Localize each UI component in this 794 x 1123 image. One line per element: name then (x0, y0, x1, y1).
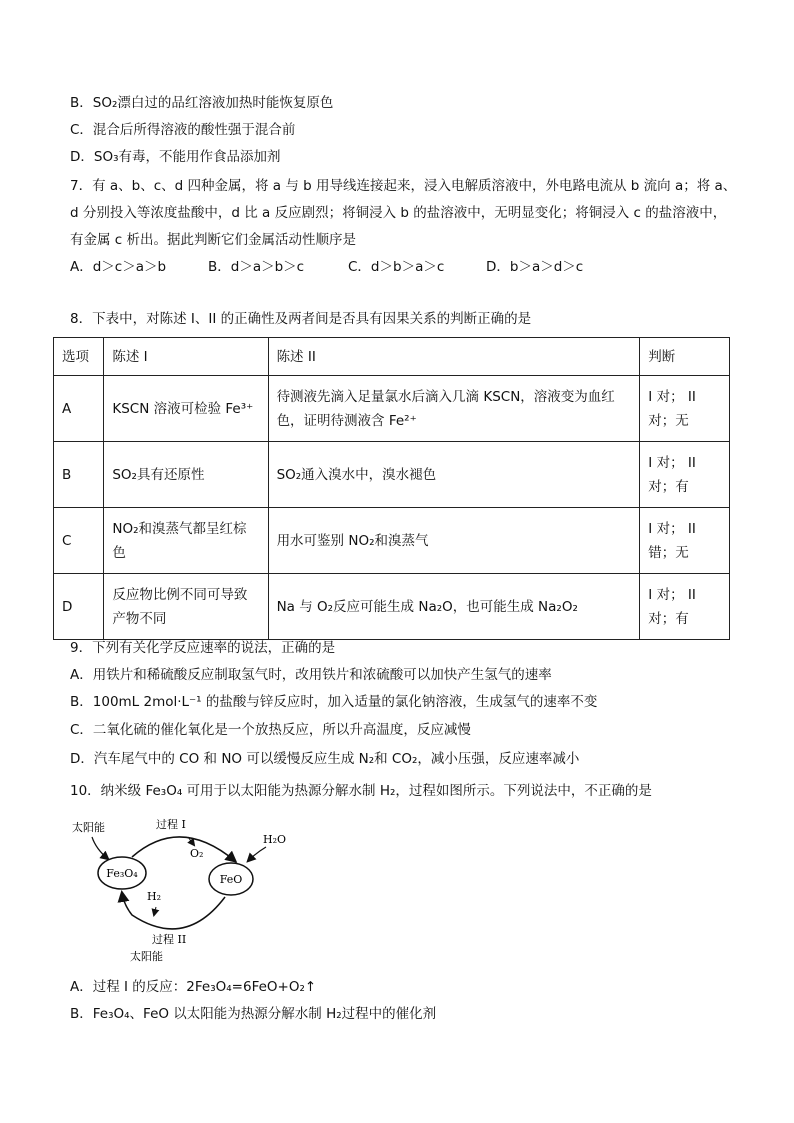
cell-statement-2: Na 与 O₂反应可能生成 Na₂O，也可能生成 Na₂O₂ (268, 574, 640, 640)
cell-statement-1: KSCN 溶液可检验 Fe³⁺ (104, 376, 268, 442)
q10-option-a: A．过程 I 的反应：2Fe₃O₄=6FeO+O₂↑ (70, 979, 317, 995)
q7-option-c: C．d＞b＞a＞c (348, 259, 445, 275)
q7-option-d: D．b＞a＞d＞c (486, 259, 584, 275)
header-judge: 判断 (640, 338, 730, 376)
cell-option: D (54, 574, 104, 640)
h2-arrow (154, 907, 156, 915)
process1-arrow (132, 837, 235, 861)
h2o-label: H₂O (263, 833, 287, 846)
q6-option-d: D．SO₃有毒，不能用作食品添加剂 (70, 149, 281, 165)
cell-judge: I 对； II 错；无 (640, 508, 730, 574)
process1-label: 过程 I (156, 818, 186, 831)
sun-label-top: 太阳能 (72, 821, 105, 834)
cell-judge: I 对； II 对；有 (640, 442, 730, 508)
q7-stem-line2: d 分别投入等浓度盐酸中，d 比 a 反应剧烈；将铜浸入 b 的盐溶液中，无明显变化；将铜浸入 c 的盐溶液中， (70, 205, 727, 221)
q7-option-b: B．d＞a＞b＞c (208, 259, 305, 275)
cell-statement-1: 反应物比例不同可导致产物不同 (104, 574, 268, 640)
h2-label: H₂ (147, 890, 162, 903)
q6-option-b: B．SO₂漂白过的品红溶液加热时能恢复原色 (70, 95, 334, 111)
o2-label: O₂ (190, 847, 204, 860)
q9-stem: 9．下列有关化学反应速率的说法，正确的是 (70, 640, 336, 656)
q7-stem-line1: 7．有 a、b、c、d 四种金属，将 a 与 b 用导线连接起来，浸入电解质溶液中，外电路电流从 b 流向 a；将 a、 (70, 178, 737, 194)
table-row (54, 442, 730, 508)
cell-judge: I 对； II 对；有 (640, 574, 730, 640)
q6-option-c: C．混合后所得溶液的酸性强于混合前 (70, 122, 296, 138)
header-statement-1: 陈述 I (104, 338, 268, 376)
header-option: 选项 (54, 338, 104, 376)
cell-statement-2: 用水可鉴别 NO₂和溴蒸气 (268, 508, 640, 574)
q8-table (53, 337, 730, 640)
h2o-arrow (248, 847, 266, 861)
cell-judge: I 对； II 对；无 (640, 376, 730, 442)
cell-statement-2: SO₂通入溴水中，溴水褪色 (268, 442, 640, 508)
cell-option: A (54, 376, 104, 442)
q7-stem-line3: 有金属 c 析出。据此判断它们金属活动性顺序是 (70, 232, 357, 248)
cell-option: C (54, 508, 104, 574)
sun-label-bottom: 太阳能 (130, 950, 163, 963)
fe3o4-cycle-diagram (70, 815, 310, 965)
fe3o4-label: Fe₃O₄ (106, 867, 138, 880)
q9-option-d: D．汽车尾气中的 CO 和 NO 可以缓慢反应生成 N₂和 CO₂，减小压强，反应速率减小 (70, 751, 580, 767)
process2-label: 过程 II (152, 933, 187, 946)
cell-statement-2: 待测液先滴入足量氯水后滴入几滴 KSCN，溶液变为血红色，证明待测液含 Fe²⁺ (268, 376, 640, 442)
table-row (54, 376, 730, 442)
header-statement-2: 陈述 II (268, 338, 640, 376)
q9-option-c: C．二氧化硫的催化氧化是一个放热反应，所以升高温度，反应减慢 (70, 722, 471, 738)
q10-option-b: B．Fe₃O₄、FeO 以太阳能为热源分解水制 H₂过程中的催化剂 (70, 1006, 437, 1022)
feo-label: FeO (219, 873, 243, 886)
table-row (54, 508, 730, 574)
table-header-row (54, 338, 730, 376)
sun-top-arrow (92, 837, 108, 859)
q9-option-b: B．100mL 2mol·L⁻¹ 的盐酸与锌反应时，加入适量的氯化钠溶液，生成氢气的速率不变 (70, 694, 598, 710)
q9-option-a: A．用铁片和稀硫酸反应制取氢气时，改用铁片和浓硫酸可以加快产生氢气的速率 (70, 667, 552, 683)
process2-arrow (122, 893, 225, 929)
cell-statement-1: NO₂和溴蒸气都呈红棕色 (104, 508, 268, 574)
q10-stem: 10．纳米级 Fe₃O₄ 可用于以太阳能为热源分解水制 H₂，过程如图所示。下列说法中，不正确的是 (70, 783, 652, 799)
cell-statement-1: SO₂具有还原性 (104, 442, 268, 508)
q8-stem: 8．下表中，对陈述 I、II 的正确性及两者间是否具有因果关系的判断正确的是 (70, 311, 532, 327)
q7-options (70, 257, 583, 277)
q7-option-a: A．d＞c＞a＞b (70, 259, 167, 275)
table-row (54, 574, 730, 640)
cell-option: B (54, 442, 104, 508)
